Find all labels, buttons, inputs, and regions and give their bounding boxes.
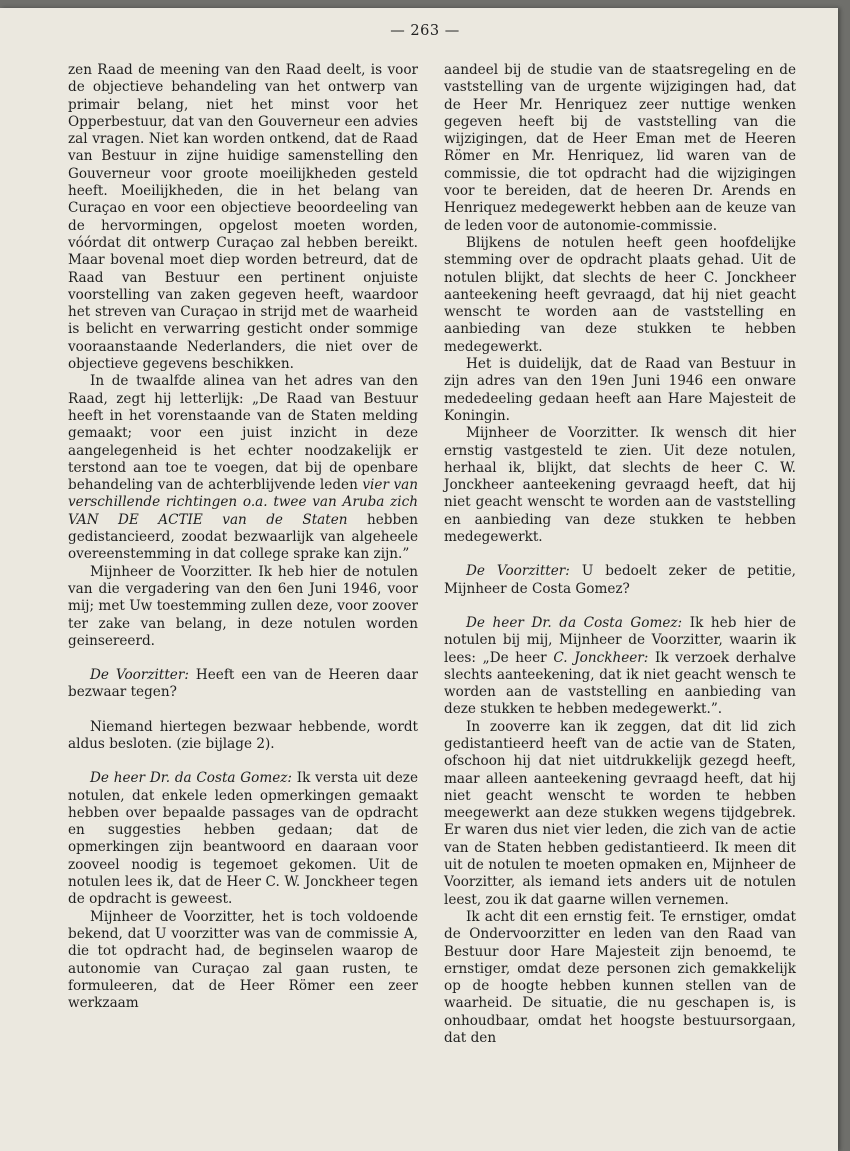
paragraph: aandeel bij de studie van de staatsregeling en de vaststelling van de urgente wijzigingen had, dat de Heer Mr. Henriquez zeer nuttige wenken gegeven heeft bij de vaststelling van die wijzigingen, dat de Heer Eman met de Heeren Römer en Mr. Henriquez, lid waren van de commissie, die tot opdracht had die wijzigingen voor te bereiden, dat de heeren Dr. Arends en Henriquez medegewerkt hebben aan de keuze van de leden voor de autonomie-commissie. (444, 62, 796, 234)
paragraph: zen Raad de meening van den Raad deelt, is voor de objectieve behandeling van het ontwerp van primair belang, niet het minst voor het Opperbestuur, dat van den Gouverneur een advies zal vragen. Niet kan worden ontkend, dat de Raad van Bestuur in zijne huidige samenstelling den Gouverneur voor groote moeilijkheden gesteld heeft. Moeilijkheden, die in het belang van Curaçao en voor een objectieve beoordeeling van de hervormingen, opgelost moeten worden, vóórdat dit ontwerp Curaçao zal hebben bereikt. Maar bovenal moet diep worden betreurd, dat de Raad van Bestuur een pertinent onjuiste voorstelling van zaken gegeven heeft, waardoor het streven van Curaçao in strijd met de waarheid is belicht en verwarring gesticht onder sommige vooraanstaande Nederlanders, die niet over de objectieve gegevens beschikken. (68, 62, 418, 373)
speaker-label: De Voorzitter: (466, 563, 570, 580)
paragraph-text: hebben gedistancieerd, zoodat bezwaarlijk van algeheele overeenstemming in dat college sprake kan zijn.” (68, 511, 418, 563)
paragraph: Mijnheer de Voorzitter. Ik heb hier de notulen van die vergadering van den 6en Juni 1946, voor mij; met Uw toestemming zullen deze, voor zoover ter zake van belang, in deze notulen worden geinsereerd. (68, 563, 418, 649)
speaker-label: De heer Dr. da Costa Gomez: (90, 770, 293, 787)
paragraph: Mijnheer de Voorzitter. Ik wensch dit hier ernstig vastgesteld te zien. Uit deze notulen, herhaal ik, blijkt, dat slechts de heer C. W. Jonckheer aanteekening gevraagd heeft, dat hij niet geacht wenscht te worden aan de vaststelling en aanbieding van deze stukken te hebben medegewerkt. (444, 425, 796, 546)
speech-text: Ik verzoek derhalve slechts aanteekening, dat ik niet geacht wensch te worden aan de vaststelling en aanbieding van deze stukken te hebben medegewerkt.”. (444, 649, 796, 718)
paragraph (68, 373, 418, 563)
paragraph: Mijnheer de Voorzitter, het is toch voldoende bekend, dat U voorzitter was van de commissie A, die tot opdracht had, de beginselen waarop de autonomie van Curaçao zal gaan rusten, te formuleeren, dat de Heer Römer een zeer werkzaam (68, 908, 418, 1012)
speaker-paragraph (444, 615, 796, 719)
paragraph: Het is duidelijk, dat de Raad van Bestuur in zijn adres van den 19en Juni 1946 een onware mededeeling gedaan heeft aan Hare Majesteit de Koningin. (444, 356, 796, 424)
page-number: — 263 — (390, 23, 460, 39)
paragraph: Ik acht dit een ernstig feit. Te ernstiger, omdat de Ondervoorzitter en leden van den Raad van Bestuur door Hare Majesteit zijn benoemd, te ernstiger, omdat deze personen zich gemakkelijk op de hoogte hebben kunnen stellen van de waarheid. De situatie, die nu geschapen is, is onhoudbaar, omdat het hoogste bestuursorgaan, dat den (444, 908, 796, 1047)
speech-text: U bedoelt zeker de petitie, Mijnheer de Costa Gomez? (444, 563, 796, 597)
left-column (68, 62, 418, 1012)
speaker-paragraph (68, 770, 418, 908)
speaker-label: De heer Dr. da Costa Gomez: (466, 614, 683, 631)
right-column (444, 62, 796, 1047)
quoted-speaker-label: C. Jonckheer: (553, 649, 649, 666)
paragraph: Blijkens de notulen heeft geen hoofdelijke stemming over de opdracht plaats gehad. Uit de notulen blijkt, dat slechts de heer C. Jonckheer aanteekening heeft gevraagd, dat hij niet geacht wenscht te worden aan de vaststelling en aanbieding van deze stukken te hebben medegewerkt. (444, 234, 796, 355)
paragraph-text: In de twaalfde alinea van het adres van den Raad, zegt hij letterlijk: „De Raad van Bestuur heeft in het vorenstaande van de Staten melding gemaakt; voor een juist inzicht in deze aangelegenheid is het echter noodzakelijk er terstond aan toe te voegen, dat bij de openbare behandeling van de achterblijvende leden (68, 373, 418, 494)
speech-text: Heeft een van de Heeren daar bezwaar tegen? (68, 667, 419, 701)
quoted-italic-text: vier van verschillende richtingen o.a. twee van Aruba zich VAN DE ACTIE van de Staten (68, 477, 419, 528)
speech-text: Ik versta uit deze notulen, dat enkele leden opmerkingen gemaakt hebben over bepaalde passages van de opdracht en suggesties hebben gedaan; dat de opmerkingen zijn beantwoord en daaraan voor zooveel noodig is tegemoet gekomen. Uit de notulen lees ik, dat de Heer C. W. Jonckheer tegen de opdracht is geweest. (68, 770, 418, 908)
speaker-paragraph (444, 563, 796, 598)
speaker-paragraph (68, 667, 418, 702)
speech-text: Ik heb hier de notulen bij mij, Mijnheer de Voorzitter, waarin ik lees: „De heer (444, 614, 796, 666)
paragraph: In zooverre kan ik zeggen, dat dit lid zich gedistantieerd heeft van de actie van de Staten, ofschoon hij dat niet uitdrukkelijk gezegd heeft, maar alleen aanteekening gevraagd heeft, dat hij niet geacht wenscht te worden te hebben meegewerkt aan deze stukken wegens tijdgebrek. Er waren dus niet vier leden, die zich van de actie van de Staten hebben gedistantieerd. Ik meen dit uit de notulen te moeten opmaken en, Mijnheer de Voorzitter, als iemand iets anders uit de notulen leest, zou ik dat gaarne willen vernemen. (444, 718, 796, 908)
speaker-label: De Voorzitter: (90, 667, 189, 684)
decision-note: Niemand hiertegen bezwaar hebbende, wordt aldus besloten. (zie bijlage 2). (68, 718, 418, 752)
